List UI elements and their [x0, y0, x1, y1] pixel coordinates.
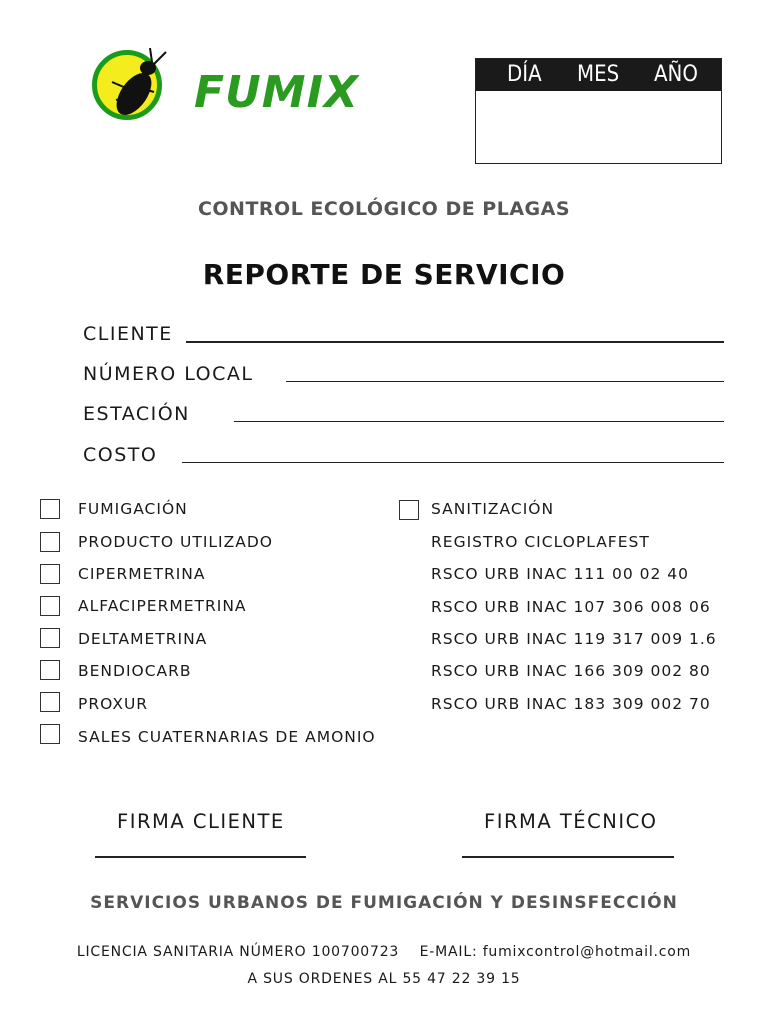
registry-bendiocarb: RSCO URB INAC 166 309 002 80: [431, 662, 711, 680]
registry-cipermetrina: RSCO URB INAC 111 00 02 40: [431, 565, 690, 583]
product-used-checkbox[interactable]: [40, 532, 60, 552]
date-entry-area[interactable]: [476, 91, 721, 163]
registry-heading: REGISTRO CICLOPLAFEST: [431, 533, 650, 551]
fumix-logo: [82, 40, 382, 145]
cipermetrina-checkbox[interactable]: [40, 564, 60, 584]
deltametrina-checkbox[interactable]: [40, 628, 60, 648]
station-field[interactable]: [234, 421, 724, 422]
email-text: E-MAIL: fumixcontrol@hotmail.com: [419, 944, 692, 960]
footer-contact-line: [0, 944, 768, 960]
bendiocarb-checkbox[interactable]: [40, 660, 60, 680]
station-label: ESTACIÓN: [83, 403, 190, 425]
product-proxur: PROXUR: [78, 695, 149, 713]
registry-proxur: RSCO URB INAC 183 309 002 70: [431, 695, 711, 713]
service-sanitization: SANITIZACIÓN: [431, 500, 555, 518]
product-alfacipermetrina: ALFACIPERMETRINA: [78, 597, 247, 615]
technician-signature-line[interactable]: [462, 856, 674, 858]
fumigation-checkbox[interactable]: [40, 499, 60, 519]
date-header: [476, 59, 721, 91]
license-text: LICENCIA SANITARIA NÚMERO 100700723: [76, 944, 400, 960]
day-label: DÍA: [507, 62, 542, 87]
product-cipermetrina: CIPERMETRINA: [78, 565, 206, 583]
service-product-used: PRODUCTO UTILIZADO: [78, 533, 273, 551]
local-number-field[interactable]: [286, 381, 724, 382]
client-signature-label: FIRMA CLIENTE: [117, 810, 285, 833]
registry-alfacipermetrina: RSCO URB INAC 107 306 008 06: [431, 598, 711, 616]
alfacipermetrina-checkbox[interactable]: [40, 596, 60, 616]
sanitization-checkbox[interactable]: [399, 500, 419, 520]
logo-wordmark: FUMIX: [194, 67, 359, 118]
client-signature-line[interactable]: [95, 856, 306, 858]
page-subtitle: CONTROL ECOLÓGICO DE PLAGAS: [197, 198, 571, 220]
product-deltametrina: DELTAMETRINA: [78, 630, 208, 648]
date-box: [475, 58, 722, 164]
client-label: CLIENTE: [83, 323, 173, 345]
cost-field[interactable]: [182, 462, 724, 463]
product-quaternary-salts: SALES CUATERNARIAS DE AMONIO: [78, 728, 376, 746]
cost-label: COSTO: [83, 444, 158, 466]
technician-signature-label: FIRMA TÉCNICO: [484, 810, 658, 833]
registry-deltametrina: RSCO URB INAC 119 317 009 1.6: [431, 630, 717, 648]
proxur-checkbox[interactable]: [40, 692, 60, 712]
termite-icon: [90, 42, 180, 132]
month-label: MES: [577, 62, 620, 87]
year-label: AÑO: [654, 62, 698, 87]
footer-title: SERVICIOS URBANOS DE FUMIGACIÓN Y DESINSFECCIÓN: [90, 893, 678, 913]
local-number-label: NÚMERO LOCAL: [83, 363, 254, 385]
page-title: REPORTE DE SERVICIO: [202, 258, 566, 291]
product-bendiocarb: BENDIOCARB: [78, 662, 192, 680]
client-field[interactable]: [186, 341, 724, 343]
phone-text: A SUS ORDENES AL 55 47 22 39 15: [247, 971, 521, 987]
quaternary-salts-checkbox[interactable]: [40, 724, 60, 744]
service-fumigation: FUMIGACIÓN: [78, 500, 188, 518]
